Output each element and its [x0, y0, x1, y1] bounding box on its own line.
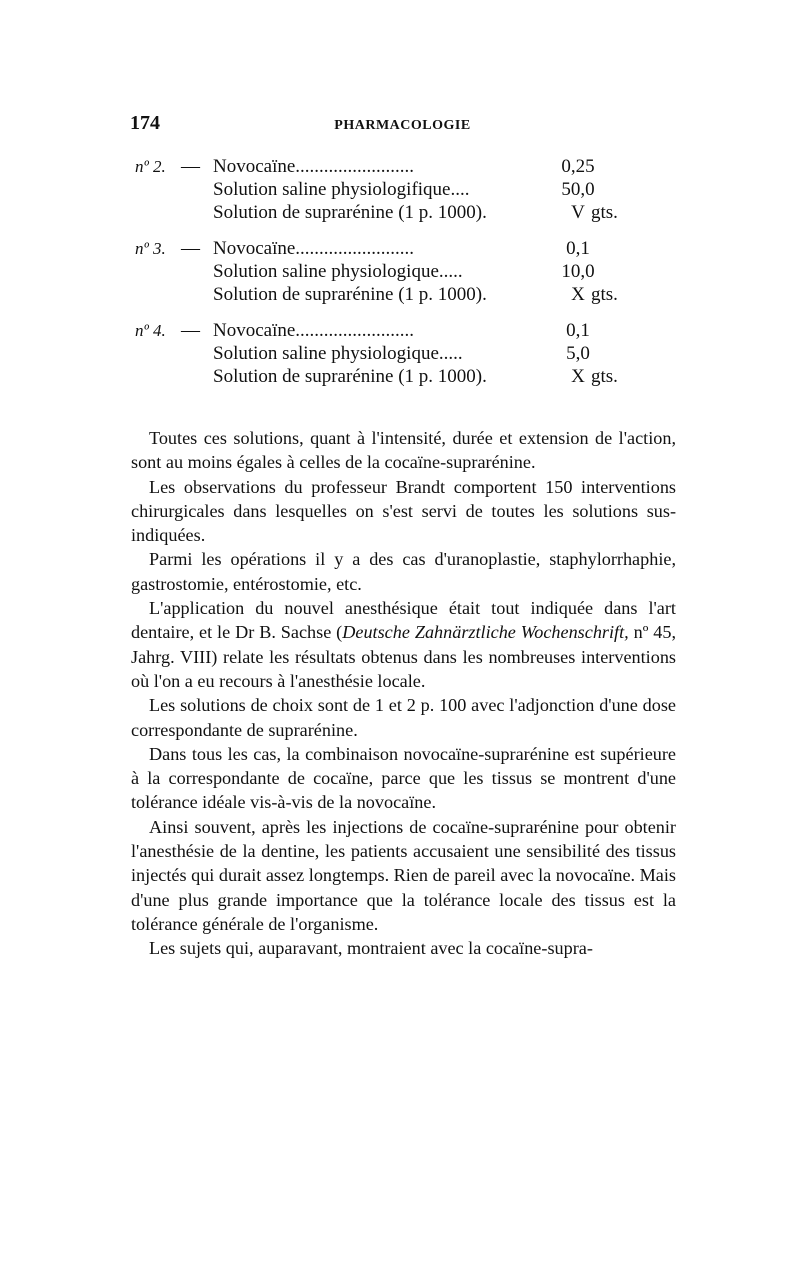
body-text — [131, 426, 676, 961]
formula-no-2 — [135, 155, 655, 224]
formula-dash: — — [181, 238, 200, 259]
ingredient-name: Novocaïne......................... — [213, 238, 415, 259]
ingredient-quantity: 0,25 — [561, 156, 595, 177]
formula-row — [135, 201, 655, 224]
formula-row — [135, 260, 655, 283]
ingredient-quantity: 5,0 — [566, 343, 590, 364]
paragraph: Les solutions de choix sont de 1 et 2 p. 100 avec l'adjonction d'une dose correspondante de suprarénine. — [131, 695, 676, 740]
paragraph: Les sujets qui, auparavant, montraient avec la cocaïne-supra- — [149, 938, 593, 959]
paragraph-text: L'application du nouvel anesthésique était tout indiquée dans l'art dentaire, et le Dr B. Sachse ( — [131, 598, 676, 643]
paragraph: Toutes ces solutions, quant à l'intensité, durée et extension de l'action, sont au moins égales à celles de la cocaïne-suprarénine. — [131, 428, 676, 473]
paragraph: Parmi les opérations il y a des cas d'uranoplastie, staphylorrhaphie, gastrostomie, entérostomie, etc. — [131, 549, 676, 594]
ingredient-name: Solution saline physiologique..... — [213, 261, 463, 282]
ingredient-quantity: X — [571, 284, 585, 305]
ingredient-name: Solution de suprarénine (1 p. 1000). — [213, 202, 487, 223]
formula-no-4 — [135, 319, 655, 388]
formula-row — [135, 283, 655, 306]
journal-title: Deutsche Zahnärztliche Wochenschrift, — [342, 622, 629, 643]
formula-row — [135, 178, 655, 201]
ingredient-quantity: 0,1 — [566, 238, 590, 259]
ingredient-name: Solution de suprarénine (1 p. 1000). — [213, 284, 487, 305]
paragraph: Les observations du professeur Brandt comportent 150 interventions chirurgicales dans lesquelles on s'est servi de toutes les solutions sus-indiquées. — [131, 476, 676, 546]
formula-row — [135, 155, 655, 178]
paragraph-text: nº 45, Jahrg. VIII) relate les résultats obtenus dans les nombreuses interventions où l'on a eu recours à l'anesthésie locale. — [131, 622, 677, 691]
paragraph: Ainsi souvent, après les injections de cocaïne-suprarénine pour obtenir l'anesthésie de la dentine, les patients accusaient une sensibilité des tissus injectés qui durait assez longtemps. Rien de pareil avec la novocaïne. Mais d'une plus grande importance que la tolérance locale des tissus est la tolérance générale de l'organisme. — [131, 816, 676, 934]
formula-row — [135, 319, 655, 342]
ingredient-quantity: 0,1 — [566, 320, 590, 341]
running-title: PHARMACOLOGIE — [334, 118, 471, 133]
paragraph — [131, 596, 676, 693]
formula-row — [135, 342, 655, 365]
ingredient-unit: gts. — [591, 366, 618, 387]
formula-number: nº 3. — [135, 239, 166, 258]
ingredient-name: Solution de suprarénine (1 p. 1000). — [213, 366, 487, 387]
formula-number: nº 4. — [135, 321, 166, 340]
formula-dash: — — [181, 156, 200, 177]
paragraph: Dans tous les cas, la combinaison novocaïne-suprarénine est supérieure à la correspondante de cocaïne, parce que les tissus se montrent d'une tolérance idéale vis-à-vis de la novocaïne. — [131, 743, 676, 813]
page-header — [130, 112, 675, 142]
ingredient-name: Solution saline physiologifique.... — [213, 179, 470, 200]
formula-row — [135, 237, 655, 260]
ingredient-name: Novocaïne......................... — [213, 320, 415, 341]
ingredient-quantity: X — [571, 366, 585, 387]
ingredient-name: Solution saline physiologique..... — [213, 343, 463, 364]
ingredient-quantity: 50,0 — [561, 179, 595, 200]
page-number: 174 — [130, 112, 160, 134]
ingredient-unit: gts. — [591, 284, 618, 305]
ingredient-unit: gts. — [591, 202, 618, 223]
ingredient-quantity: V — [571, 202, 585, 223]
ingredient-name: Novocaïne......................... — [213, 156, 415, 177]
ingredient-quantity: 10,0 — [561, 261, 595, 282]
formula-number: nº 2. — [135, 157, 166, 176]
formula-no-3 — [135, 237, 655, 306]
formula-row — [135, 365, 655, 388]
formula-dash: — — [181, 320, 200, 341]
